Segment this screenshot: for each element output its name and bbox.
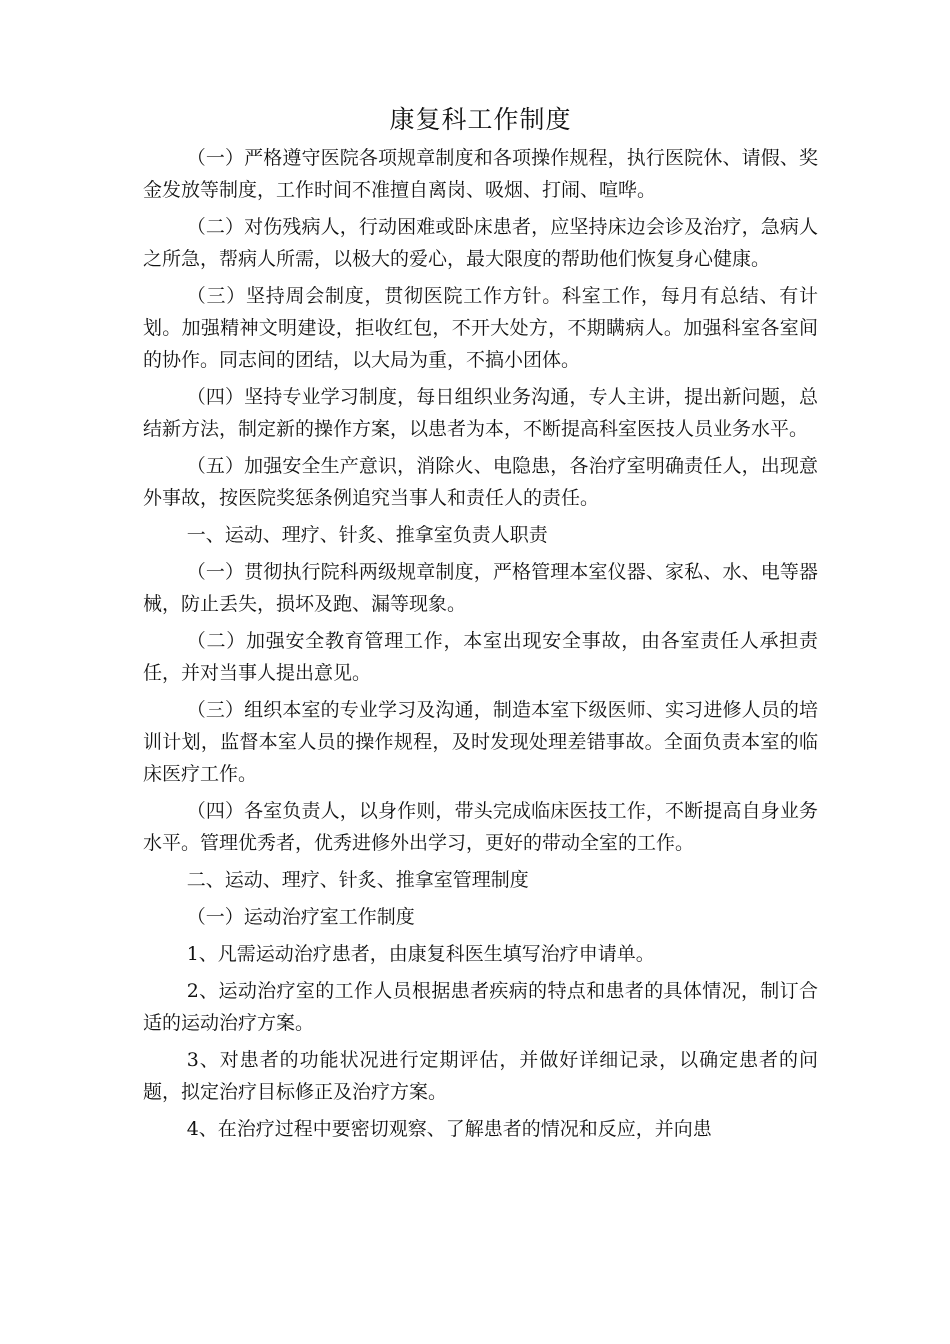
section-heading-1: 一、运动、理疗、针炙、推拿室负责人职责 — [186, 524, 548, 546]
paragraph-3: （三）坚持周会制度，贯彻医院工作方针。科室工作，每月有总结、有计划。加强精神文明建设，拒收红包，不开大处方，不期瞒病人。加强科室各室间的协作。同志间的团结，以大局为重，不搞小团体。 — [143, 285, 818, 371]
paragraph-1: （一）严格遵守医院各项规章制度和各项操作规程，执行医院休、请假、奖金发放等制度，工作时间不准擅自离岗、吸烟、打闹、喧哗。 — [143, 147, 818, 201]
paragraph-13: 4、在治疗过程中要密切观察、了解患者的情况和反应，并向患 — [186, 1118, 712, 1140]
paragraph-9: （四）各室负责人，以身作则，带头完成临床医技工作，不断提高自身业务水平。管理优秀者，优秀进修外出学习，更好的带动全室的工作。 — [143, 800, 818, 854]
paragraph-10: 1、凡需运动治疗患者，由康复科医生填写治疗申请单。 — [186, 943, 655, 965]
section-heading-2: 二、运动、理疗、针炙、推拿室管理制度 — [186, 869, 529, 891]
subsection-heading-1: （一）运动治疗室工作制度 — [186, 906, 415, 928]
paragraph-11: 2、运动治疗室的工作人员根据患者疾病的特点和患者的具体情况，制订合适的运动治疗方案。 — [143, 980, 818, 1034]
paragraph-12: 3、对患者的功能状况进行定期评估，并做好详细记录，以确定患者的问题，拟定治疗目标修正及治疗方案。 — [143, 1049, 818, 1103]
paragraph-4: （四）坚持专业学习制度，每日组织业务沟通，专人主讲，提出新问题，总结新方法，制定新的操作方案，以患者为本，不断提高科室医技人员业务水平。 — [143, 386, 818, 440]
document-page — [143, 98, 818, 1150]
document-body — [143, 142, 818, 1145]
paragraph-5: （五）加强安全生产意识，消除火、电隐患，各治疗室明确责任人，出现意外事故，按医院奖惩条例追究当事人和责任人的责任。 — [143, 455, 818, 509]
paragraph-7: （二）加强安全教育管理工作，本室出现安全事故，由各室责任人承担责任，并对当事人提出意见。 — [143, 630, 818, 684]
paragraph-2: （二）对伤残病人，行动困难或卧床患者，应坚持床边会诊及治疗，急病人之所急，帮病人所需，以极大的爱心，最大限度的帮助他们恢复身心健康。 — [143, 216, 818, 270]
paragraph-8: （三）组织本室的专业学习及沟通，制造本室下级医师、实习进修人员的培训计划，监督本室人员的操作规程，及时发现处理差错事故。全面负责本室的临床医疗工作。 — [143, 699, 818, 785]
document-title: 康复科工作制度 — [389, 105, 572, 134]
paragraph-6: （一）贯彻执行院科两级规章制度，严格管理本室仪器、家私、水、电等器械，防止丢失，损坏及跑、漏等现象。 — [143, 561, 818, 615]
